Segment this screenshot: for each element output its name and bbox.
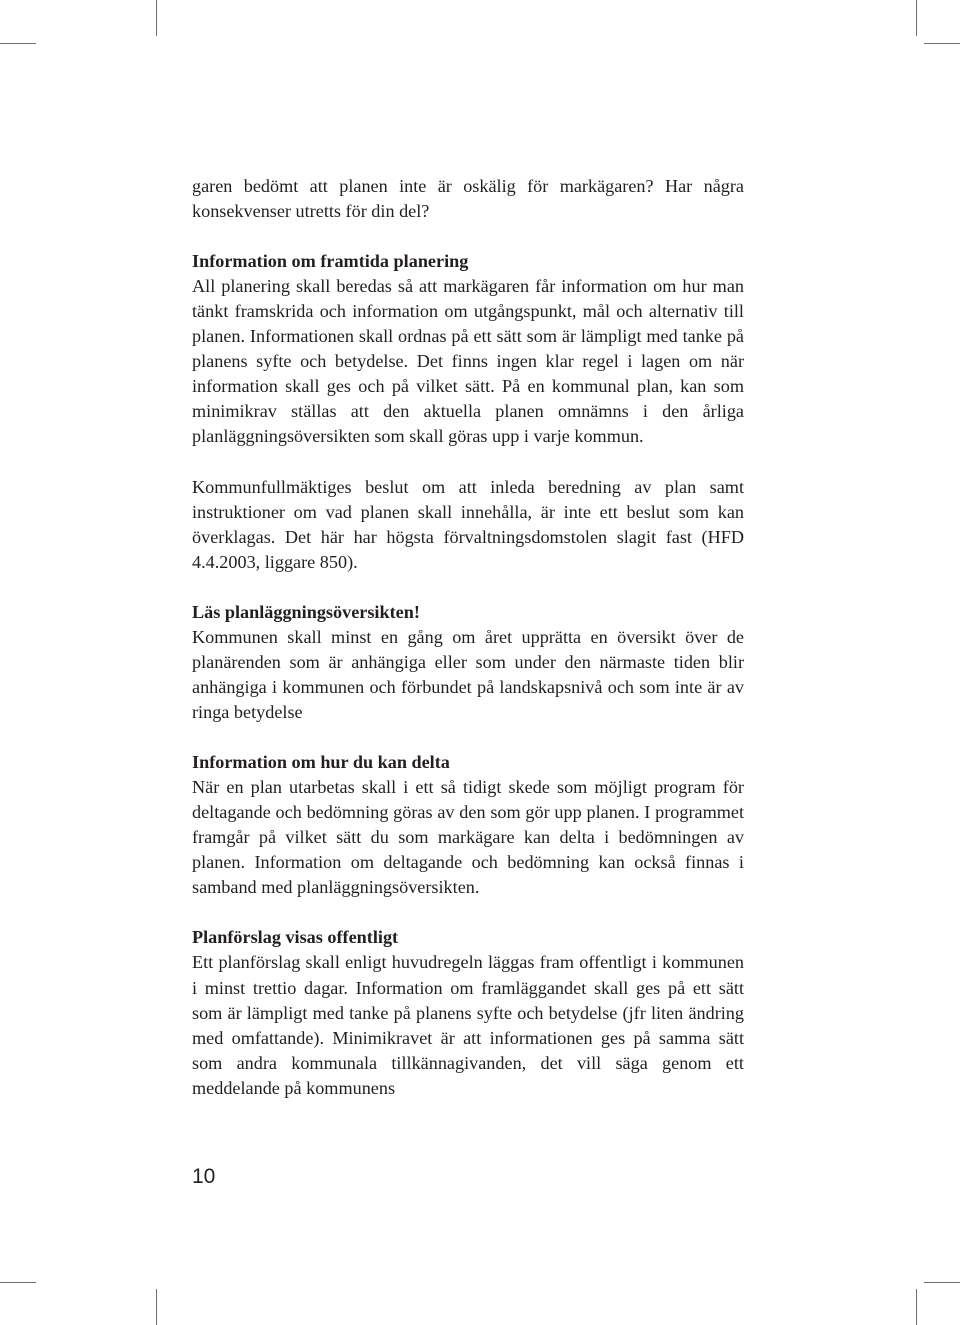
intro-paragraph: garen bedömt att planen inte är oskälig för markägaren? Har några konsekvenser utretts för din del? [192, 176, 744, 222]
section-paragraph: Ett planförslag skall enligt huvudregeln läggas fram offentligt i kommunen i minst trettio dagar. Information om framläggandet skall ges på ett sätt som är lämpligt med tanke på planens syfte och betydelse (jfr liten ändring med omfattande). Minimikravet är att informationen ges på samma sätt som andra kommunala tillkännagivanden, det vill säga genom ett meddelande på kommunens [192, 952, 744, 1098]
section-heading-framtida-planering: Information om framtida planering [192, 251, 469, 272]
section-heading-planlaggningsoversikten: Läs planläggningsöversikten! [192, 601, 420, 622]
section-paragraph: Kommunen skall minst en gång om året upprätta en översikt över de planärenden som är anhängiga eller som under den närmaste tiden blir anhängiga i kommunen och förbundet på landskapsnivå och som inte är av ringa betydelse [192, 626, 744, 722]
crop-mark-bottom-right-vertical [916, 1289, 917, 1325]
page-text-column [192, 174, 744, 1101]
crop-mark-top-left-horizontal [0, 43, 36, 44]
crop-mark-bottom-right-horizontal [924, 1282, 960, 1283]
section-paragraph: All planering skall beredas så att markägaren får information om hur man tänkt framskrida och information om utgångspunkt, mål och alternativ till planen. Informationen skall ordnas på ett sätt som är lämpligt med tanke på planens syfte och betydelse. Det finns ingen klar regel i lagen om när information skall ges och på vilket sätt. På en kommunal plan, kan som minimikrav ställas att den aktuella planen omnämns i den årliga planläggningsöversikten som skall göras upp i varje kommun. [192, 276, 744, 447]
section-heading-hur-du-kan-delta: Information om hur du kan delta [192, 752, 450, 773]
crop-mark-top-right-vertical [916, 0, 917, 36]
section-paragraph: När en plan utarbetas skall i ett så tidigt skede som möjligt program för deltagande och bedömning göras av den som gör upp planen. I programmet framgår på vilket sätt du som markägare kan delta i bedömningen av planen. Information om deltagande och bedömning kan också finnas i samband med planläggningsöversikten. [192, 777, 744, 898]
section-paragraph: Kommunfullmäktiges beslut om att inleda beredning av plan samt instruktioner om vad planen skall innehålla, är inte ett beslut som kan överklagas. Det här har högsta förvaltningsdomstolen slagit fast (HFD 4.4.2003, liggare 850). [192, 476, 744, 572]
crop-mark-bottom-left-horizontal [0, 1282, 36, 1283]
page-number: 10 [192, 1165, 216, 1188]
crop-mark-top-left-vertical [156, 0, 157, 36]
crop-mark-top-right-horizontal [924, 43, 960, 44]
crop-mark-bottom-left-vertical [156, 1289, 157, 1325]
section-heading-planforslag-visas: Planförslag visas offentligt [192, 927, 399, 948]
